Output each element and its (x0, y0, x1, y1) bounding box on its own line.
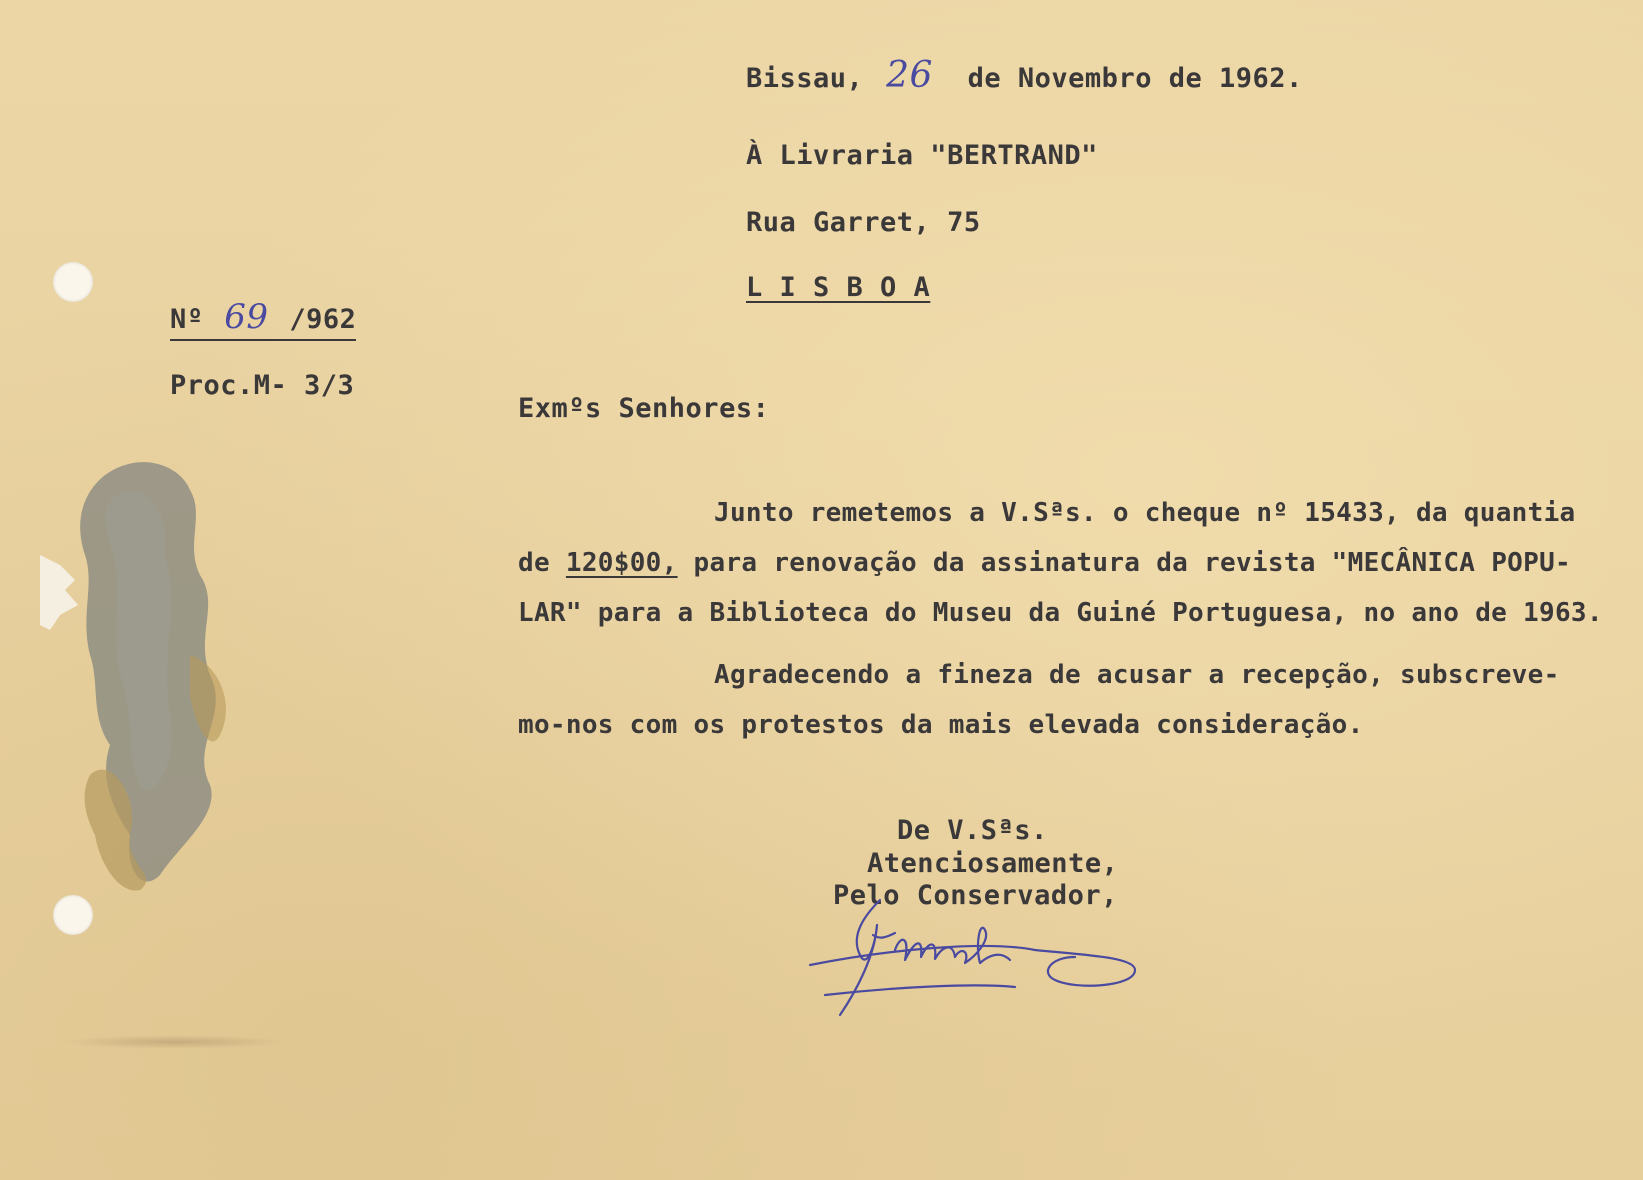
body-line-2 (518, 538, 1636, 588)
cheque-amount: 120$00, (565, 548, 678, 578)
reference-number (170, 297, 356, 341)
body-line-5 (518, 700, 1636, 750)
body-text: Agradecendo a fineza de acusar a recepção, subscreve- (714, 660, 1560, 690)
reference-number-prefix: Nº (170, 304, 204, 335)
water-stain (70, 455, 245, 895)
date-rest: de Novembro de 1962. (967, 63, 1303, 94)
punch-hole-top (53, 262, 93, 302)
handwritten-signature (805, 895, 1155, 1020)
body-text: Junto remetemos a V.Sªs. o cheque nº 15433, da quantia (714, 498, 1576, 528)
ink-smudge (60, 1035, 290, 1049)
reference-number-handwritten: 69 (224, 297, 269, 337)
body-line-4 (518, 650, 1636, 700)
paper-tear (40, 545, 80, 635)
closing-line-3: Pelo Conservador, (833, 880, 1118, 911)
recipient-line-2: Rua Garret, 75 (746, 207, 981, 238)
body-text: LAR" para a Biblioteca do Museu da Guiné Portuguesa, no ano de 1963. (518, 598, 1603, 628)
body-line-3 (518, 588, 1636, 638)
punch-hole-bottom (53, 895, 93, 935)
body-text: mo-nos com os protestos da mais elevada consideração. (518, 710, 1364, 740)
salutation: Exmºs Senhores: (518, 393, 770, 424)
closing-line-1: De V.Sªs. (897, 815, 1048, 846)
letter-body (518, 488, 1636, 750)
body-text: de (518, 548, 550, 578)
process-number: Proc.M- 3/3 (170, 370, 355, 401)
body-text: para renovação da assinatura da revista "MECÂNICA POPU- (693, 548, 1571, 578)
recipient-city: L I S B O A (746, 272, 931, 303)
date-place: Bissau, (746, 63, 864, 94)
recipient-line-1: À Livraria "BERTRAND" (746, 140, 1098, 171)
date-day-handwritten: 26 (886, 55, 933, 96)
date-line (746, 55, 1303, 96)
body-line-1 (518, 488, 1636, 538)
reference-number-suffix: /962 (289, 304, 357, 335)
closing-line-2: Atenciosamente, (867, 848, 1119, 879)
